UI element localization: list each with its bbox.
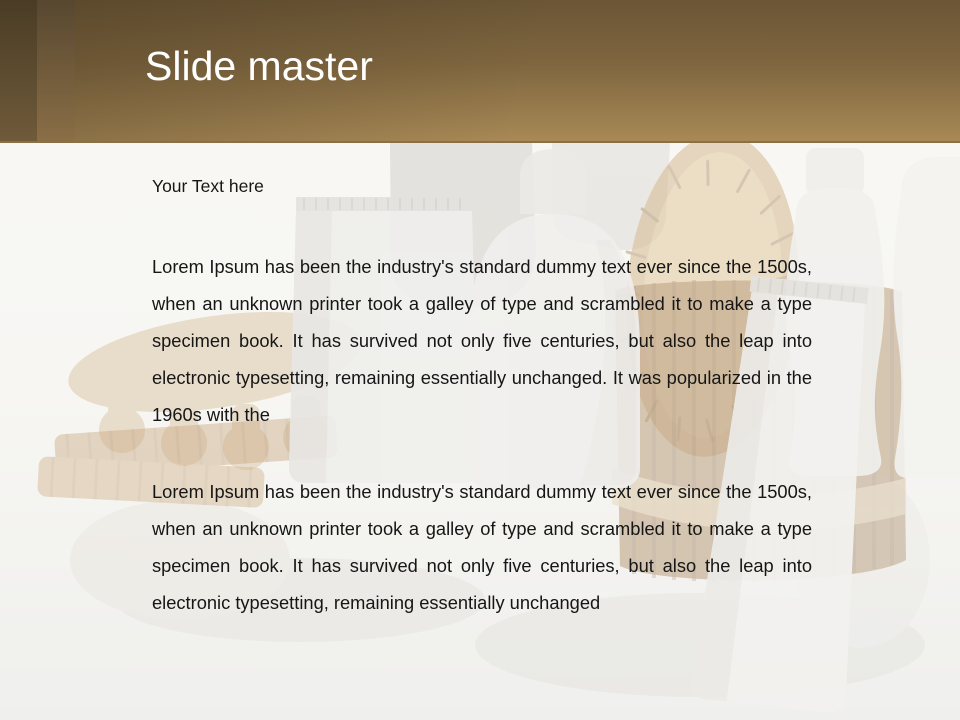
body-paragraph-1[interactable]: Lorem Ipsum has been the industry's standard dummy text ever since the 1500s, when an unknown printer took a galley of type and scrambled it to make a type specimen book. It has survived not only five centuries, but also the leap into electronic typesetting, remaining essentially unchanged. It was popularized in the 1960s with the (152, 256, 812, 425)
accent-stripe-dark (0, 0, 37, 141)
title-band (0, 0, 960, 143)
body-paragraph-2[interactable]: Lorem Ipsum has been the industry's standard dummy text ever since the 1500s, when an unknown printer took a galley of type and scrambled it to make a type specimen book. It has survived not only five centuries, but also the leap into electronic typesetting, remaining essentially unchanged (152, 481, 812, 613)
accent-stripe-medium (37, 0, 75, 141)
body-text-label[interactable]: Your Text here (152, 176, 264, 196)
slide-title[interactable]: Slide master (145, 43, 373, 89)
